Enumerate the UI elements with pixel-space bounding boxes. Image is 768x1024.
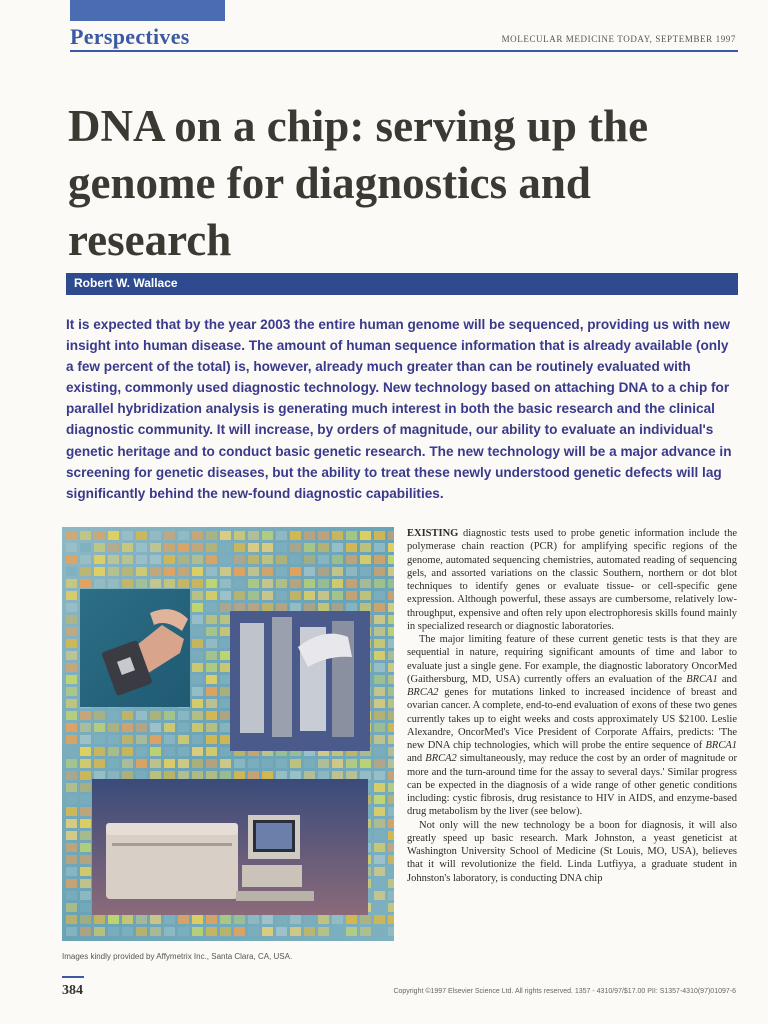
copyright-line: Copyright ©1997 Elsevier Science Ltd. All rights reserved. 1357 - 4310/97/$17.00 PII: S1357-4310(97)01097-6 — [393, 988, 736, 995]
gene-name: BRCA2 — [407, 687, 439, 698]
figure-collage — [62, 527, 394, 941]
author-name: Robert W. Wallace — [74, 276, 178, 290]
header-color-bar — [70, 0, 225, 21]
figure-caption: Images kindly provided by Affymetrix Inc., Santa Clara, CA, USA. — [62, 952, 293, 961]
body-paragraph-3: Not only will the new technology be a boon for diagnosis, it will also greatly speed up basic research. Mark Johnston, a yeast geneticist at Washington University School of Medicine (St Louis, MO, USA), believes that it will revolutionize the field. Linda Lutfiyya, a graduate student in Johnston's laboratory, is conducting DNA chip — [407, 819, 737, 884]
dna-chip-image — [62, 527, 394, 941]
section-label: Perspectives — [70, 24, 190, 49]
body-text-column — [407, 527, 737, 885]
article-title: DNA on a chip: serving up the genome for diagnostics and research — [68, 101, 649, 265]
gene-name: BRCA2 — [425, 753, 457, 765]
journal-running-header: MOLECULAR MEDICINE TODAY, SEPTEMBER 1997 — [501, 34, 736, 44]
gene-name: BRCA1 — [686, 673, 718, 685]
abstract: It is expected that by the year 2003 the entire human genome will be sequenced, providing us with new insight into human disease. The amount of human sequence information that is already available (only a few percent of the total) is, however, already much greater than can be routinely evaluated with existing, commonly used diagnostic technology. New technology based on attaching DNA to a chip for parallel hybridization analysis is generating much interest in both the basic research and the clinical diagnostic community. It will increase, by orders of magnitude, our ability to evaluate an individual's genetic heritage and to conduct basic genetic research. The new technology will be a major advance in screening for genetic diseases, but the ability to treat these newly understood genetic defects will lag significantly behind the new-found diagnostic capabilities. — [66, 317, 732, 501]
page-number: 384 — [62, 983, 83, 998]
author-band — [66, 273, 738, 295]
body-paragraph-2: The major limiting feature of these current genetic tests is that they are sequential in nature, requiring significant amounts of time and labor to evaluate just a single gene. For example, the diagnostic laboratory OncorMed (Gaithersburg, MD, USA) currently offers an evaluation of the BRCA1 and BRCA2 genes for mutations linked to increased incidence of breast and ovarian cancer. A complete, end-to-end evaluation of exons of these two genes currently takes up to eight weeks and costs approximately US $2100. Leslie Alexandre, OncorMed's Vice President of Corporate Affairs, predicts: 'The new DNA chip technologies, which will probe the entire sequence of BRCA1 and BRCA2 simultaneously, may reduce the cost by an order of magnitude or more and the turn-around time for the assay to several days.' Similar progress can be expected in the diagnosis of a wide range of other genetic conditions including: cystic fibrosis, drug resistance to HIV in AIDS, and enzyme-based drug metabolism by the liver (see below). — [407, 634, 737, 818]
body-paragraph-1: EXISTING diagnostic tests used to probe genetic information include the polymerase chain reaction (PCR) for amplifying specific regions of the genome, automated sequencing chemistries, automated reading of sequencing gels, and assorted variations on the classic Southern, northern or dot blot techniques to identify genes or evaluate tissue- or cell-specific gene expression. Although powerful, these assays are cumbersome, relatively low-throughput, expensive and often rely upon electrophoresis skills found mainly in specialized research or diagnostic laboratories. — [407, 528, 737, 632]
lead-in-word: EXISTING — [407, 528, 459, 539]
gene-name: BRCA1 — [705, 740, 737, 751]
header-rule — [70, 50, 738, 52]
footer-rule — [62, 976, 84, 978]
